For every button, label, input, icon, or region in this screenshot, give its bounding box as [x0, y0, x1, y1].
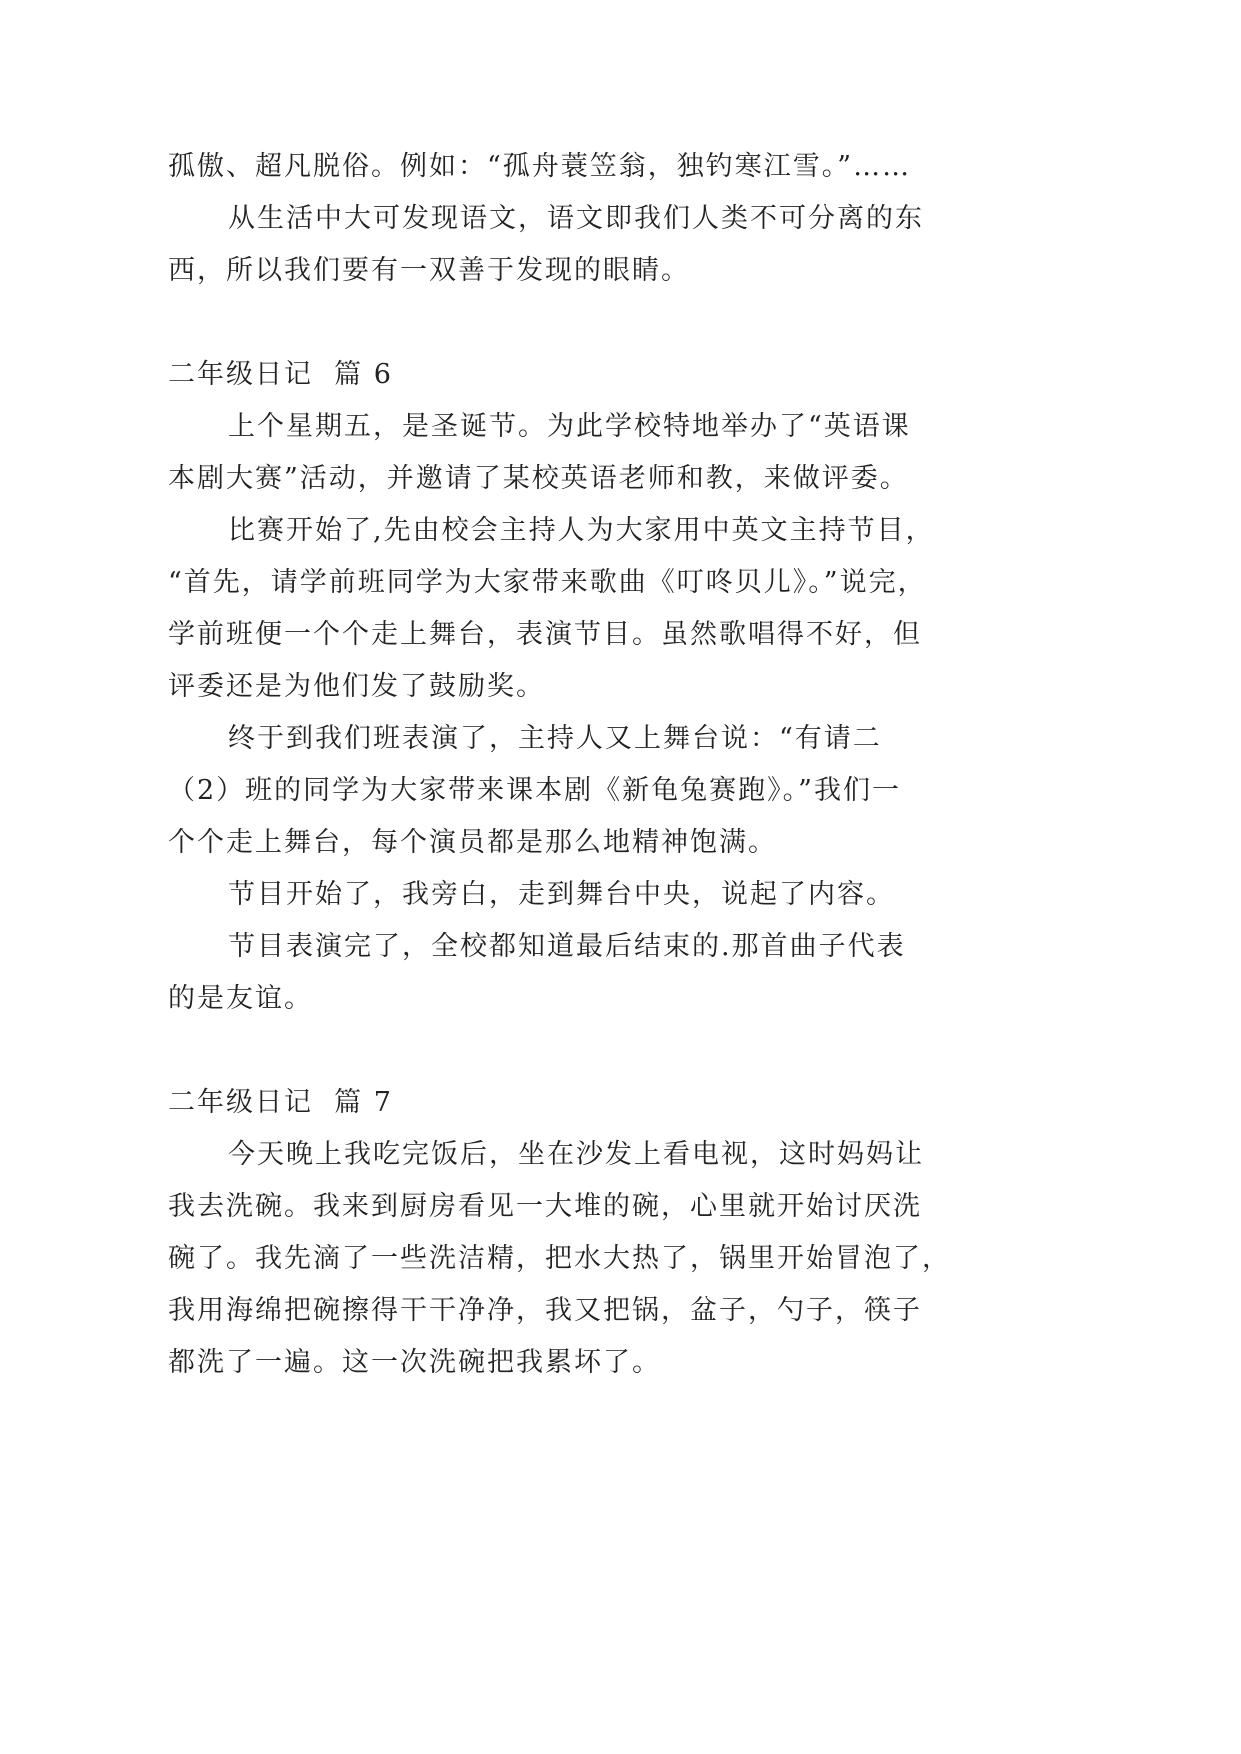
text-line: 节目开始了，我旁白，走到舞台中央，说起了内容。 [228, 879, 895, 910]
text-line: “首先，请学前班同学为大家带来歌曲《叮咚贝儿》。”说完， [168, 567, 927, 598]
text-line: 西，所以我们要有一双善于发现的眼睛。 [168, 255, 690, 286]
text-line: 比赛开始了,先由校会主持人为大家用中英文主持节目， [228, 515, 935, 546]
paragraph [168, 401, 988, 505]
text-line: 我去洗碗。我来到厨房看见一大堆的碗，心里就开始讨厌洗 [168, 1191, 922, 1222]
text-line: 的是友谊。 [168, 983, 313, 1014]
entry-heading: 二年级日记 篇 7 [168, 1087, 393, 1118]
paragraph [168, 193, 988, 297]
text-line: 学前班便一个个走上舞台，表演节目。虽然歌唱得不好，但 [168, 619, 922, 650]
paragraph [168, 713, 988, 869]
text-line: 终于到我们班表演了，主持人又上舞台说：“有请二 [228, 723, 882, 754]
document-page [168, 141, 988, 1389]
paragraph [168, 1129, 988, 1389]
text-line: 碗了。我先滴了一些洗洁精，把水大热了，锅里开始冒泡了， [168, 1243, 951, 1274]
text-line: 节目表演完了，全校都知道最后结束的.那首曲子代表 [228, 931, 906, 962]
paragraph [168, 921, 988, 1025]
text-line: 个个走上舞台，每个演员都是那么地精神饱满。 [168, 827, 777, 858]
paragraph [168, 505, 988, 713]
text-line: 本剧大赛”活动，并邀请了某校英语老师和教，来做评委。 [168, 463, 909, 494]
text-line: （2）班的同学为大家带来课本剧《新龟兔赛跑》。”我们一 [168, 775, 901, 806]
entry-heading: 二年级日记 篇 6 [168, 359, 393, 390]
text-line: 孤傲、超凡脱俗。例如：“孤舟蓑笠翁，独钓寒江雪。”…… [168, 151, 912, 182]
text-line: 我用海绵把碗擦得干干净净，我又把锅，盆子，勺子，筷子 [168, 1295, 922, 1326]
text-line: 今天晚上我吃完饭后，坐在沙发上看电视，这时妈妈让 [228, 1139, 924, 1170]
paragraph [168, 141, 988, 193]
text-line: 从生活中大可发现语文，语文即我们人类不可分离的东 [228, 203, 924, 234]
paragraph [168, 869, 988, 921]
text-line: 评委还是为他们发了鼓励奖。 [168, 671, 545, 702]
text-line: 上个星期五，是圣诞节。为此学校特地举办了“英语课 [228, 411, 911, 442]
diary-entry [168, 349, 988, 1025]
text-line: 都洗了一遍。这一次洗碗把我累坏了。 [168, 1347, 661, 1378]
diary-entry [168, 1077, 988, 1389]
